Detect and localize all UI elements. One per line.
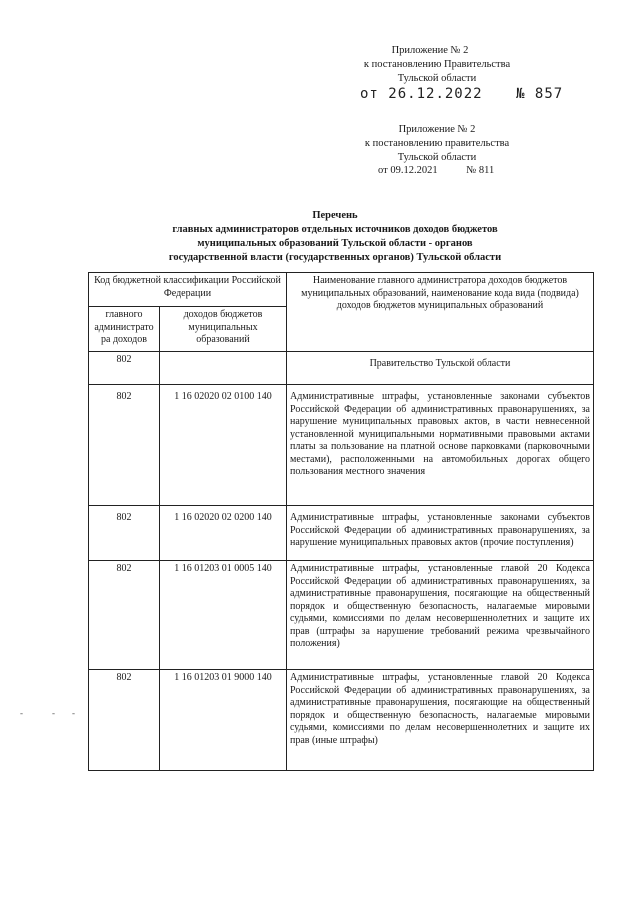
resolution-label: к постановлению правительства — [364, 138, 510, 149]
income-code — [160, 352, 287, 385]
table-row — [89, 385, 594, 506]
appendix-label: Приложение № 2 — [398, 124, 476, 135]
income-name: Административные штрафы, установленные главой 20 Кодекса Российской Федерации об административных правонарушениях, за административные правонарушения, посягающие на общественный порядок и общественную безопасность, налагаемые мировыми судьями, комиссиями по делам несовершеннолетних и защите их прав (штрафы за нарушение требований режима чрезвычайного положения) — [287, 561, 594, 670]
resolution-stamp — [360, 86, 563, 102]
doc-number: № 811 — [466, 165, 495, 176]
header-admin: главного администрато ра доходов — [89, 307, 160, 352]
document-title — [150, 209, 520, 265]
admin-code: 802 — [89, 670, 160, 771]
stamp-number-sign: № — [516, 86, 526, 102]
region-label: Тульской области — [397, 73, 477, 84]
stamp-date-prefix: от — [360, 86, 379, 102]
income-code: 1 16 01203 01 0005 140 — [160, 561, 287, 670]
table-row — [89, 506, 594, 561]
scan-artifact: - — [20, 708, 23, 718]
table-row — [89, 670, 594, 771]
scan-artifact: - — [72, 708, 75, 718]
admin-name: Правительство Тульской области — [287, 352, 594, 385]
admin-code: 802 — [89, 385, 160, 506]
income-name: Административные штрафы, установленные законами субъектов Российской Федерации об административных правонарушениях, за нарушение муниципальных правовых актов (прочие поступления) — [287, 506, 594, 561]
title-line: Перечень — [312, 210, 358, 221]
income-name: Административные штрафы, установленные главой 20 Кодекса Российской Федерации об административных правонарушениях, за административные правонарушения, посягающие на общественный порядок и общественную безопасность, налагаемые мировыми судьями, комиссиями по делам несовершеннолетних и защите их прав (иные штрафы) — [287, 670, 594, 771]
table-row — [89, 561, 594, 670]
administrators-table — [88, 272, 594, 771]
admin-code: 802 — [89, 506, 160, 561]
resolution-label: к постановлению Правительства — [363, 59, 511, 70]
date-prefix: от — [378, 165, 388, 176]
admin-code: 802 — [89, 352, 160, 385]
title-line: главных администраторов отдельных источников доходов бюджетов — [172, 224, 498, 235]
stamp-date: 26.12.2022 — [388, 86, 483, 102]
income-code: 1 16 02020 02 0200 140 — [160, 506, 287, 561]
date: 09.12.2021 — [390, 165, 438, 176]
income-name: Административные штрафы, установленные законами субъектов Российской Федерации об административных правонарушениях, за нарушение муниципальных правовых актов, в части невнесенной установленной муниципальными нормативными правовыми актами платы за пользование на платной основе парковками (парковочными местами), расположенными на автомобильных дорогах общего пользования местного значения — [287, 385, 594, 506]
income-code: 1 16 01203 01 9000 140 — [160, 670, 287, 771]
header-code: Код бюджетной классификации Российской Федерации — [89, 273, 287, 307]
title-line: государственной власти (государственных органов) Тульской области — [168, 252, 502, 263]
table-header-row — [89, 273, 594, 307]
appendix-label: Приложение № 2 — [391, 45, 469, 56]
amendment-header — [362, 44, 512, 86]
region-label: Тульской области — [397, 152, 477, 163]
table-row — [89, 352, 594, 385]
original-header — [362, 123, 512, 165]
income-code: 1 16 02020 02 0100 140 — [160, 385, 287, 506]
scan-artifact: - — [52, 708, 55, 718]
header-name: Наименование главного администратора доходов бюджетов муниципальных образований, наименование кода вида (подвида) доходов бюджетов муниципальных образований — [287, 273, 594, 352]
header-income: доходов бюджетов муниципальных образований — [160, 307, 287, 352]
stamp-number: 857 — [534, 86, 564, 102]
title-line: муниципальных образований Тульской области - органов — [197, 238, 473, 249]
original-date-line — [378, 165, 494, 176]
admin-code: 802 — [89, 561, 160, 670]
